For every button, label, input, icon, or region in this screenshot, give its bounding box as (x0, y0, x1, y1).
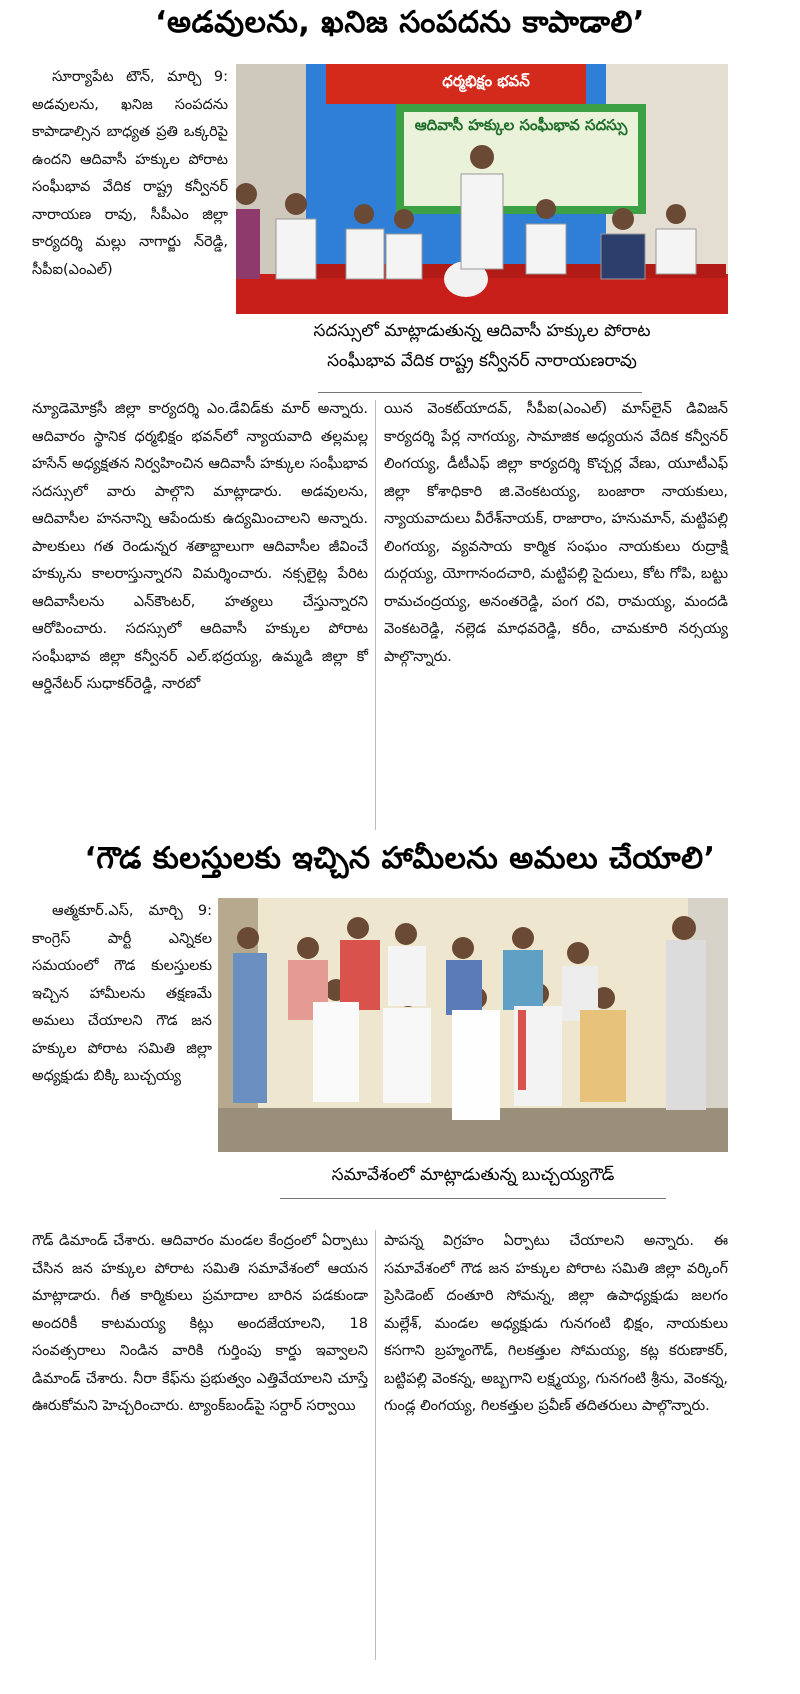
article2-body-right (384, 1228, 728, 1421)
article2-photo (218, 898, 728, 1152)
article1-intro-text: సూర్యాపేట టౌన్, మార్చి 9: అడవులను, ఖనిజ సంపదను కాపాడాల్సిన బాధ్యత ప్రతి ఒక్కరిపై ఉందని ఆదివాసీ హక్కుల పోరాట సంఘీభావ వేదిక రాష్ట్ర కన్వీనర్ నారాయణ రావు, సీపీఎం జిల్లా కార్యదర్శి మల్లు నాగార్జు న్‌రెడ్డి, సీపీఐ(ఎంఎల్) (32, 69, 228, 278)
article1-caption-line2: సంఘీభావ వేదిక రాష్ట్ర కన్వీనర్ నారాయణరావు (327, 351, 637, 371)
article2-intro-column (32, 898, 212, 1091)
article1-photo-sign-text: ఆదివాసీ హక్కుల సంఘీభావ సదస్సు (414, 116, 628, 134)
article2-body-left-text: గౌడ్ డిమాండ్ చేశారు. ఆదివారం మండల కేంద్రంలో ఏర్పాటు చేసిన జన హక్కుల పోరాట సమితి సమావేశంలో ఆయన మాట్లాడారు. గీత కార్మికులు ప్రమాదాల బారిన పడకుండా అందరికీ కాటమయ్య కిట్లు అందజేయాలని, 18 సంవత్సరాలు నిండిన వారికి గుర్తింపు కార్డు ఇవ్వాలని డిమాండ్ చేశారు. నీరా కేఫ్‌ను ప్రభుత్వం ఎత్తివేయాలని చూస్తే ఊరుకోమని హెచ్చరించారు. ట్యాంక్‌బండ్‌పై సర్దార్ సర్వాయి (32, 1233, 368, 1414)
article1-body-right (384, 396, 728, 671)
article1-body-left-text: న్యూడెమోక్రసీ జిల్లా కార్యదర్శి ఎం.డేవిడ్‌కు మార్ అన్నారు. ఆదివారం స్థానిక ధర్మభిక్షం భవన్‌లో న్యాయవాది తల్లమల్ల హసేన్ అధ్యక్షతన నిర్వహించిన ఆదివాసీ హక్కుల సంఘీభావ సదస్సులో వారు పాల్గొని మాట్లాడారు. అడవులను, ఆదివాసీల హననాన్ని ఆపేందుకు ఉద్యమించాలని అన్నారు. పాలకులు గత రెండున్నర శతాబ్దాలుగా ఆదివాసీల జీవించే హక్కును కాలరాస్తున్నారని విమర్శించారు. నక్సలైట్ల పేరిట ఆదివాసీలను ఎన్‌కౌంటర్, హత్యలు చేస్తున్నారని ఆరోపించారు. సదస్సులో ఆదివాసీ హక్కుల పోరాట సంఘీభావ జిల్లా కన్వీనర్ ఎల్.భద్రయ్య, ఉమ్మడి జిల్లా కో ఆర్డినేటర్ సుధాకర్‌రెడ్డి, నారబో (32, 401, 368, 692)
article2-body-left (32, 1228, 368, 1421)
article2-column-divider (375, 1230, 376, 1660)
article2-body-right-text: పాపన్న విగ్రహం ఏర్పాటు చేయాలని అన్నారు. ఈ సమావేశంలో గౌడ జన హక్కుల పోరాట సమితి జిల్లా వర్కింగ్ ప్రెసిడెంట్ దంతూరి సోమన్న, జిల్లా ఉపాధ్యక్షుడు జలగం మల్లేశ్, మండల అధ్యక్షుడు గునగంటి భిక్షం, నాయకులు కసగాని బ్రహ్మంగౌడ్, గిలకత్తుల సోమయ్య, కట్ల కరుణాకర్, బట్టిపల్లి వెంకన్న, అబ్బగాని లక్ష్మయ్య, గునగంటి శ్రీను, వెంకన్న, గుండ్ల లింగయ్య, గిలకత్తుల ప్రవీణ్ తదితరులు పాల్గొన్నారు. (384, 1233, 728, 1414)
article1-caption-line1: సదస్సులో మాట్లాడుతున్న ఆదివాసీ హక్కుల పోరాట (313, 321, 651, 341)
article2-headline: ‘గౌడ కులస్తులకు ఇచ్చిన హామీలను అమలు చేయాలి’ (84, 841, 716, 876)
article2-caption-rule (280, 1198, 666, 1199)
article1-body-left (32, 396, 368, 699)
article1-photo-illustration (236, 64, 728, 314)
article2-photo-caption: సమావేశంలో మాట్లాడుతున్న బుచ్చయ్యగౌడ్ (331, 1165, 615, 1185)
article1-intro-column (32, 64, 228, 284)
article1-body-right-text: యిన వెంకట్‌యాదవ్, సీపీఐ(ఎంఎల్) మాస్‌లైన్ డివిజన్ కార్యదర్శి పేర్ల నాగయ్య, సామాజిక అధ్యయన వేదిక కన్వీనర్ లింగయ్య, డీటీఎఫ్ జిల్లా కార్యదర్శి కొచ్చర్ల వేణు, యూటీఎఫ్ జిల్లా కోశాధికారి జి.వెంకటయ్య, బంజారా నాయకులు, న్యాయవాదులు వీరేశ్‌నాయక్, రాజారాం, హనుమాన్, మట్టిపల్లి లింగయ్య, వ్యవసాయ కార్మిక సంఘం నాయకులు రుద్రాక్షి దుర్గయ్య, యోగానందచారి, మట్టిపల్లి సైదులు, కోట గోపి, బట్టు రామచంద్రయ్య, అనంతరెడ్డి, పంగ రవి, రామయ్య, మందడి వెంకటరెడ్డి, నల్లెడ మాధవరెడ్డి, కరీం, చామకూరి నర్సయ్య పాల్గొన్నారు. (384, 401, 728, 665)
article1-photo-caption (236, 316, 728, 376)
article1-photo-banner-text: ధర్మభిక్షం భవన్ (442, 72, 530, 90)
article1-headline: ‘అడవులను, ఖనిజ సంపదను కాపాడాలి’ (155, 5, 645, 40)
article1-caption-rule (318, 392, 642, 393)
article2-intro-text: ఆత్మకూర్.ఎస్, మార్చి 9: కాంగ్రెస్ పార్టీ ఎన్నికల సమయంలో గౌడ కులస్తులకు ఇచ్చిన హామీలను తక్షణమే అమలు చేయాలని గౌడ జన హక్కుల పోరాట సమితి జిల్లా అధ్యక్షుడు బిక్కి బుచ్చయ్య (32, 903, 212, 1084)
article1-photo (236, 64, 728, 314)
article2-photo-illustration (218, 898, 728, 1152)
article1-column-divider (375, 400, 376, 830)
